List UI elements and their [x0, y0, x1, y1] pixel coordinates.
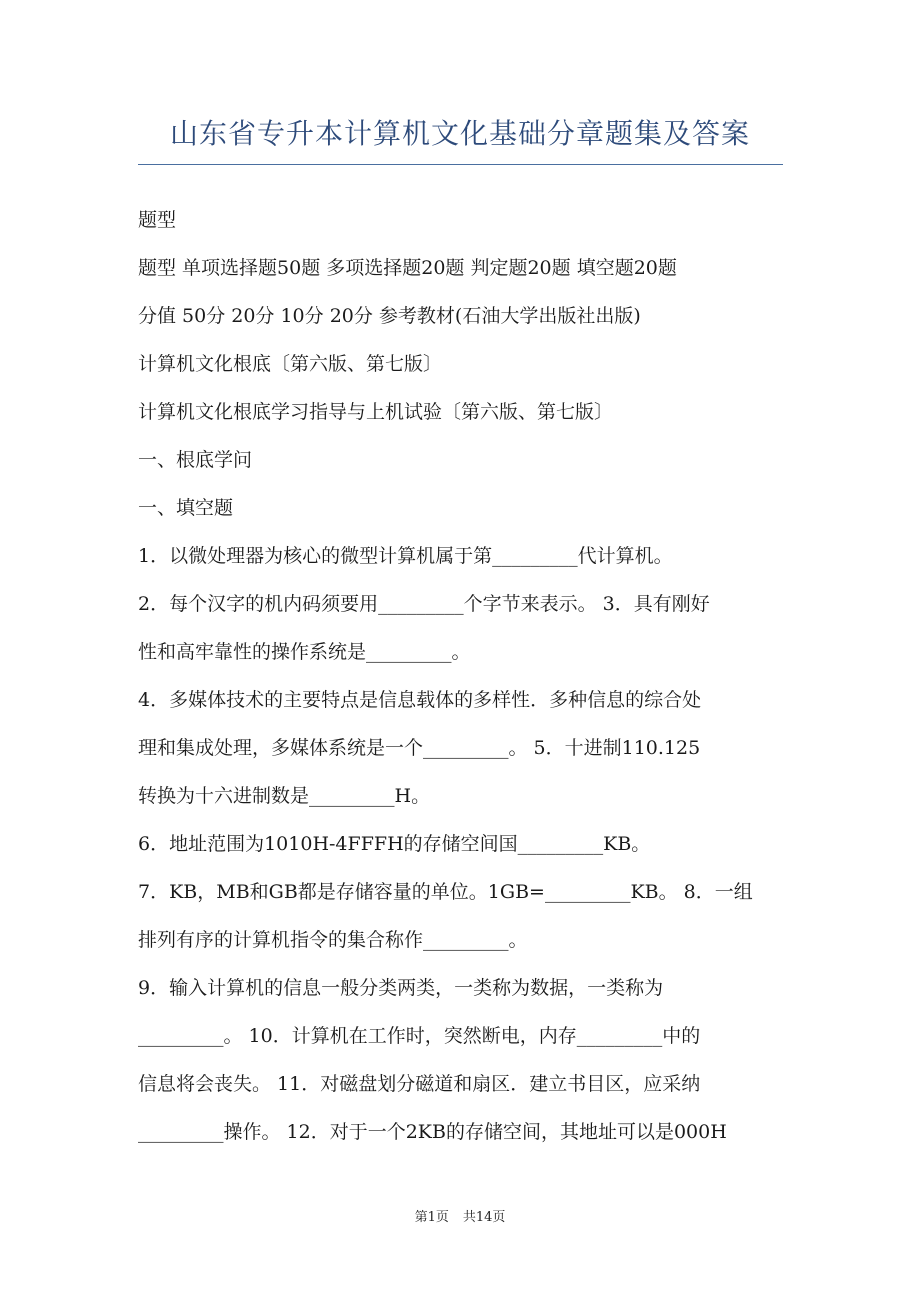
- body-line: 分值 50分 20分 10分 20分 参考教材(石油大学出版社出版): [138, 305, 641, 327]
- question-line: 7．KB，MB和GB都是存储容量的单位。1GB=_________KB。 8．一组: [138, 881, 753, 903]
- document-title: 山东省专升本计算机文化基础分章题集及答案: [169, 117, 750, 150]
- question-line: _________。 10．计算机在工作时，突然断电，内存_________中的: [138, 1025, 701, 1047]
- section-heading: 一、根底学问: [138, 449, 253, 471]
- subsection-heading: 一、填空题: [138, 497, 234, 519]
- body-line: 计算机文化根底学习指导与上机试验〔第六版、第七版〕: [138, 401, 614, 423]
- body-line: 题型 单项选择题50题 多项选择题20题 判定题20题 填空题20题: [138, 257, 677, 279]
- body-line: 题型: [138, 209, 177, 231]
- page-footer: [0, 1206, 920, 1225]
- question-line: 9．输入计算机的信息一般分类两类，一类称为数据，一类称为: [138, 977, 664, 999]
- question-line: 4．多媒体技术的主要特点是信息载体的多样性．多种信息的综合处: [138, 689, 702, 711]
- question-line: 1．以微处理器为核心的微型计算机属于第_________代计算机。: [138, 545, 673, 567]
- page-number: 第1页: [414, 1210, 449, 1225]
- question-line: 性和高牢靠性的操作系统是_________。: [138, 641, 471, 663]
- title-underline: [138, 164, 783, 165]
- question-line: 理和集成处理，多媒体系统是一个_________。 5．十进制110.125: [138, 737, 701, 759]
- question-line: 转换为十六进制数是_________H。: [138, 785, 431, 807]
- document-body: [138, 196, 783, 1156]
- body-line: 计算机文化根底〔第六版、第七版〕: [138, 353, 443, 375]
- question-line: 2．每个汉字的机内码须要用_________个字节来表示。 3．具有刚好: [138, 593, 710, 615]
- question-line: 信息将会丧失。 11．对磁盘划分磁道和扇区．建立书目区，应采纳: [138, 1073, 701, 1095]
- question-line: _________操作。 12．对于一个2KB的存储空间，其地址可以是000H: [138, 1121, 727, 1143]
- question-line: 排列有序的计算机指令的集合称作_________。: [138, 929, 528, 951]
- question-line: 6．地址范围为1010H-4FFFH的存储空间国_________KB。: [138, 833, 651, 855]
- page-total: 共14页: [462, 1210, 506, 1225]
